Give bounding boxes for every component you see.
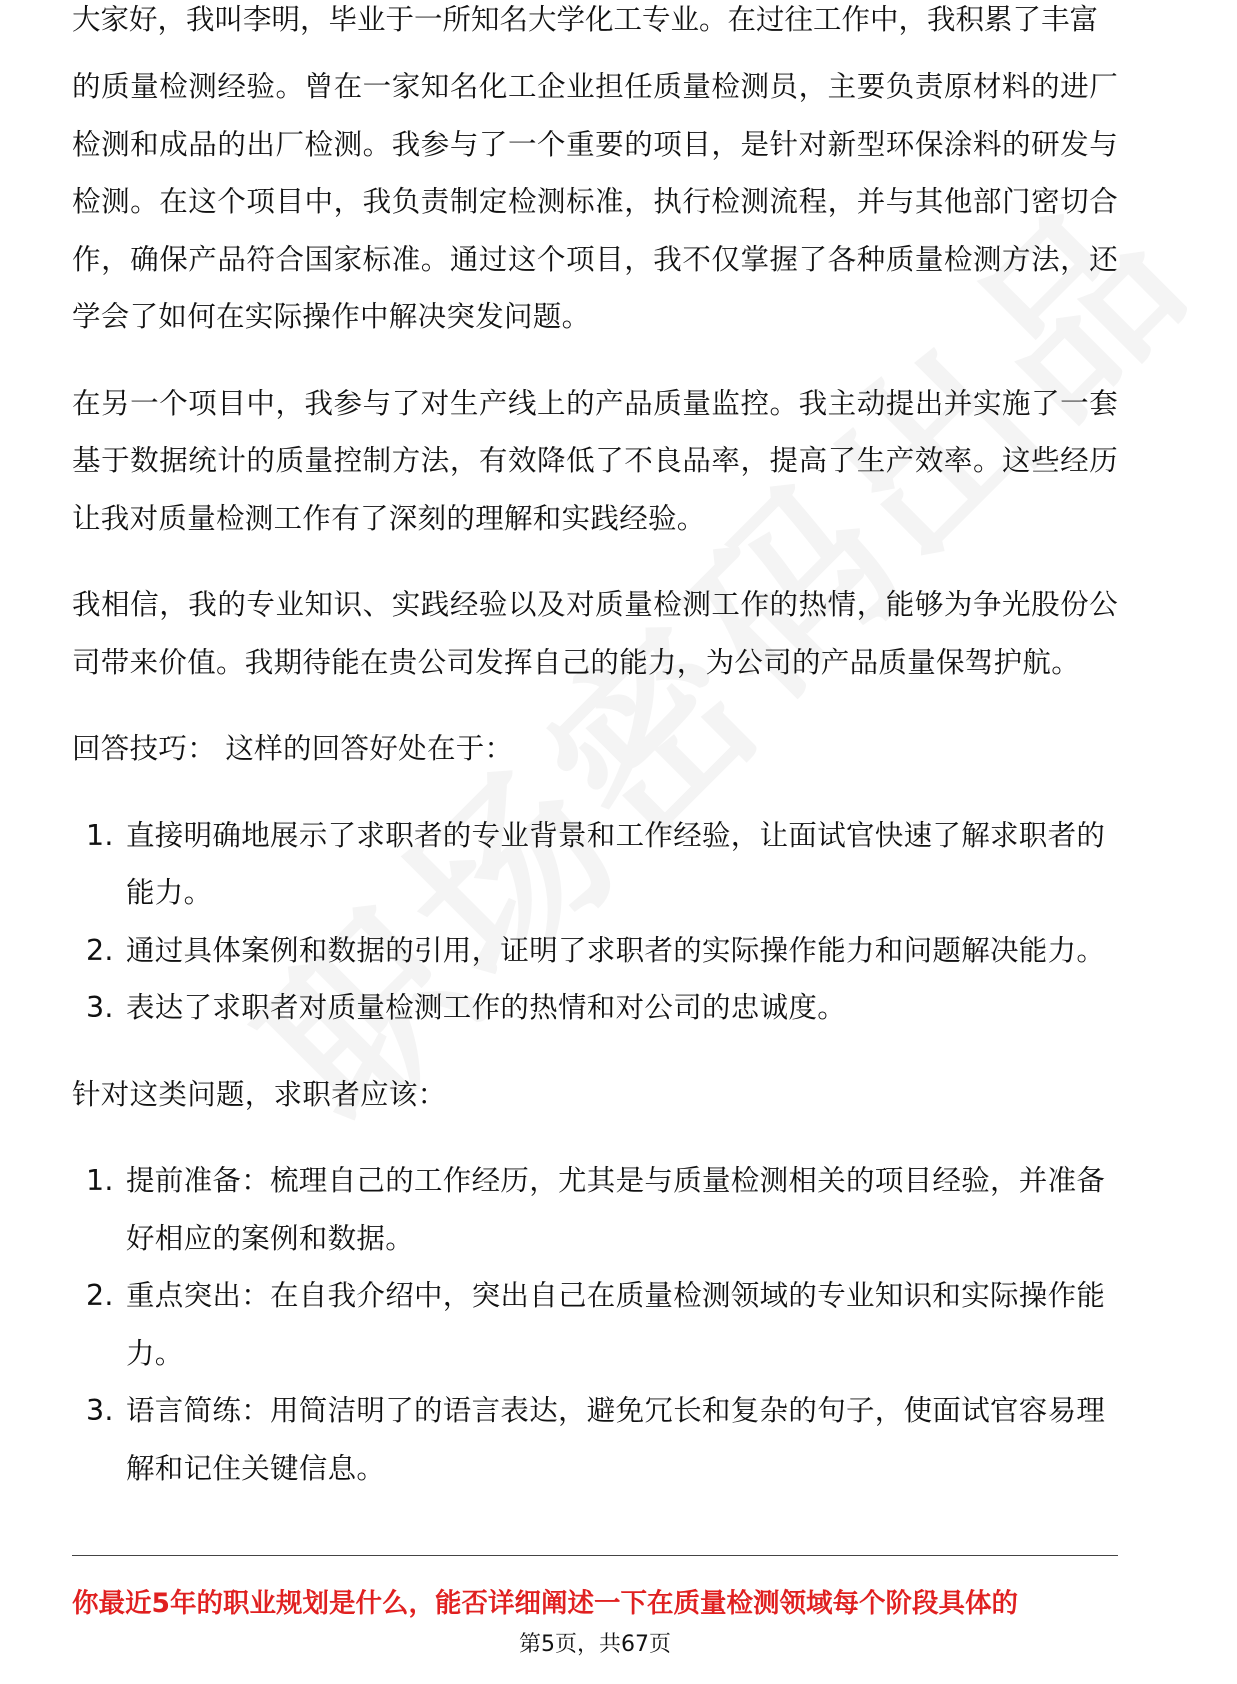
paragraph-experience: 的质量检测经验。曾在一家知名化工企业担任质量检测员，主要负责原材料的进厂检测和成品的出厂检测。我参与了一个重要的项目，是针对新型环保涂料的研发与检测。在这个项目中，我负责制定检测标准，执行检测流程，并与其他部门密切合作，确保产品符合国家标准。通过这个项目，我不仅掌握了各种质量检测方法，还学会了如何在实际操作中解决突发问题。 <box>72 70 1118 333</box>
list-item-number: 2. <box>86 1279 114 1312</box>
list-item-number: 1. <box>86 818 114 852</box>
list-item <box>72 1267 1118 1382</box>
section-divider <box>72 1555 1118 1556</box>
list-item-text: 直接明确地展示了求职者的专业背景和工作经验，让面试官快速了解求职者的能力。 <box>126 818 1106 909</box>
list-item-number: 1. <box>86 1164 114 1197</box>
list-item-text: 提前准备：梳理自己的工作经历，尤其是与质量检测相关的项目经验，并准备好相应的案例和数据。 <box>126 1164 1106 1255</box>
document-body <box>72 58 1118 1526</box>
page-number: 第5页，共67页 <box>519 1632 671 1657</box>
list-item-number: 3. <box>86 1394 114 1427</box>
list-item-text: 表达了求职者对质量检测工作的热情和对公司的忠诚度。 <box>126 991 847 1024</box>
list-item <box>72 979 1118 1037</box>
list-item-number: 2. <box>86 933 114 967</box>
list-item-text: 重点突出：在自我介绍中，突出自己在质量检测领域的专业知识和实际操作能力。 <box>126 1279 1106 1370</box>
list-item <box>72 1152 1118 1267</box>
tips-heading: 回答技巧： 这样的回答好处在于： <box>72 732 514 765</box>
next-question-title: 你最近5年的职业规划是什么，能否详细阐述一下在质量检测领域每个阶段具体的 <box>72 1588 1018 1619</box>
list-item-number: 3. <box>86 991 114 1024</box>
paragraph-conclusion: 我相信，我的专业知识、实践经验以及对质量检测工作的热情，能够为争光股份公司带来价值。我期待能在贵公司发挥自己的能力，为公司的产品质量保驾护航。 <box>72 588 1118 679</box>
advice-heading: 针对这类问题，求职者应该： <box>72 1077 447 1111</box>
list-item <box>72 1382 1118 1497</box>
clipped-top-line-text: 大家好，我叫李明，毕业于一所知名大学化工专业。在过往工作中，我积累了丰富 <box>72 3 1099 36</box>
paragraph-second-project: 在另一个项目中，我参与了对生产线上的产品质量监控。我主动提出并实施了一套基于数据统计的质量控制方法，有效降低了不良品率，提高了生产效率。这些经历让我对质量检测工作有了深刻的理解和实践经验。 <box>72 386 1118 535</box>
list-item-text: 语言简练：用简洁明了的语言表达，避免冗长和复杂的句子，使面试官容易理解和记住关键信息。 <box>126 1394 1106 1485</box>
clipped-top-line <box>72 3 1118 60</box>
list-item <box>72 807 1118 922</box>
list-item-text: 通过具体案例和数据的引用，证明了求职者的实际操作能力和问题解决能力。 <box>126 933 1106 967</box>
list-item <box>72 922 1118 980</box>
tips-list <box>72 807 1118 1037</box>
advice-list <box>72 1152 1118 1497</box>
